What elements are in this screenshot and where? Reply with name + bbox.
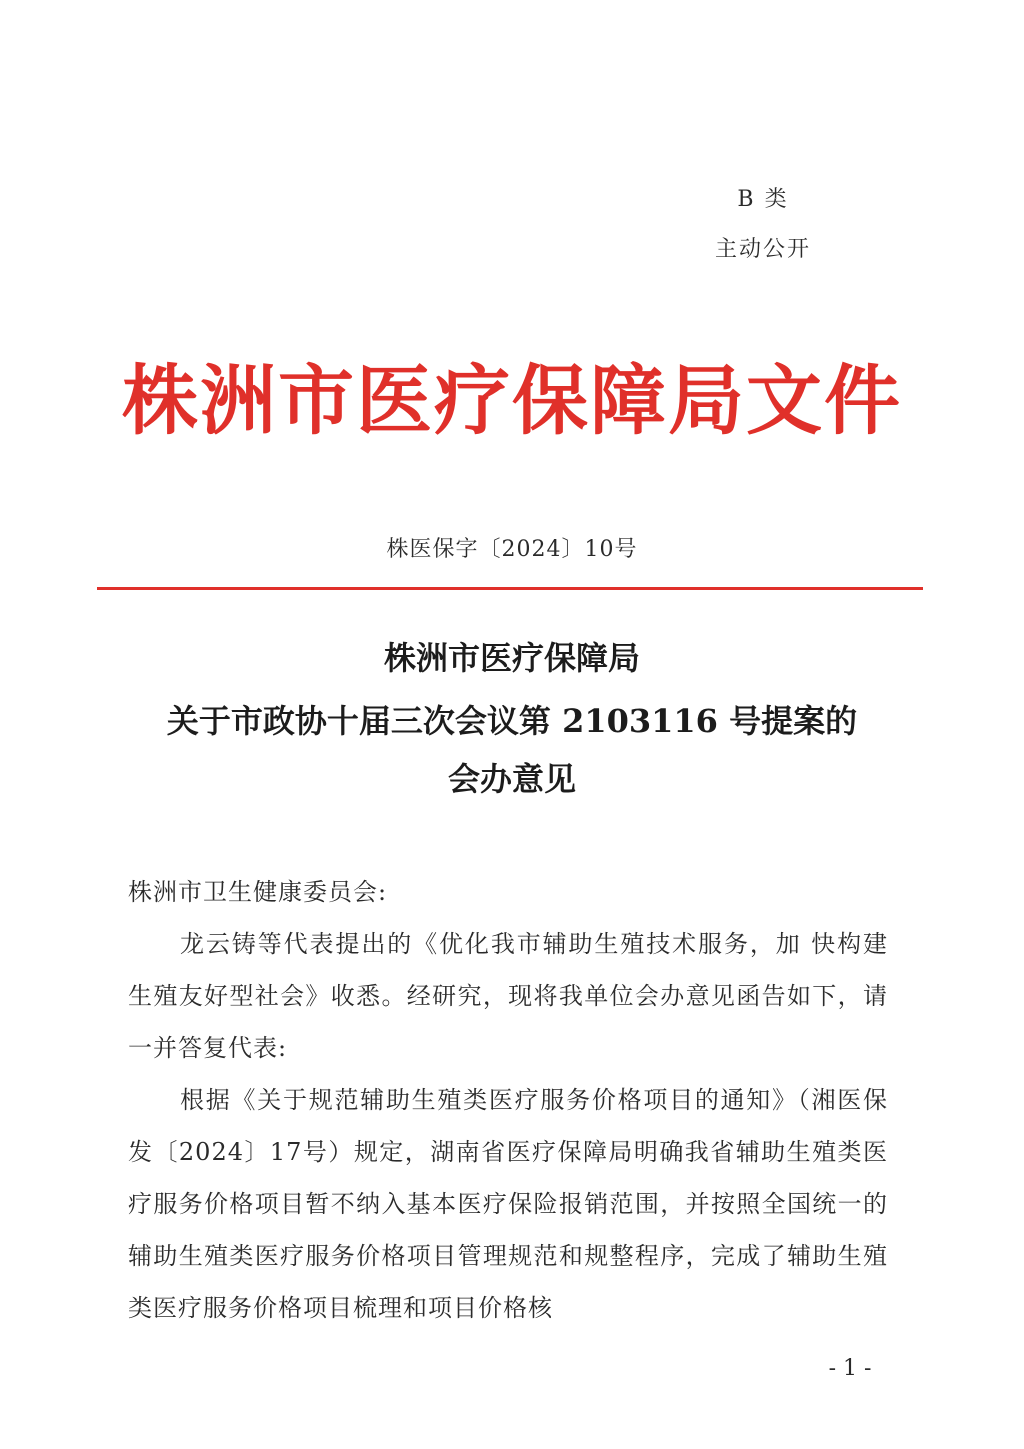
title-line-3: 会办意见 [447, 760, 576, 798]
salutation: 株洲市卫生健康委员会: [128, 878, 388, 906]
body-paragraph-2: 根据《关于规范辅助生殖类医疗服务价格项目的通知》（湘医保发〔2024〕17号）规定，湖南省医疗保障局明确我省辅助生殖类医疗服务价格项目暂不纳入基本医疗保险报销范围，并按照全国统一的辅助生殖类医疗服务价格项目管理规范和规整程序，完成了辅助生殖类医疗服务价格项目梳理和项目价格核 [128, 1086, 888, 1322]
document-number: 株医保字〔2024〕10号 [386, 537, 638, 562]
body-paragraph-1: 龙云铸等代表提出的《优化我市辅助生殖技术服务，加 快构建生殖友好型社会》收悉。经研究，现将我单位会办意见函告如下，请一并答复代表: [128, 930, 888, 1062]
title-line-1: 株洲市医疗保障局 [383, 639, 640, 677]
page-number: - 1 - [828, 1356, 872, 1381]
title-line-2: 关于市政协十届三次会议第 2103116 号提案的 [166, 702, 858, 740]
document-body [128, 866, 888, 1334]
disclosure-label: 主动公开 [714, 237, 811, 262]
document-masthead: 株洲市医疗保障局文件 [122, 356, 902, 445]
classification-category: B 类 [737, 187, 789, 212]
red-divider-rule [97, 587, 923, 590]
